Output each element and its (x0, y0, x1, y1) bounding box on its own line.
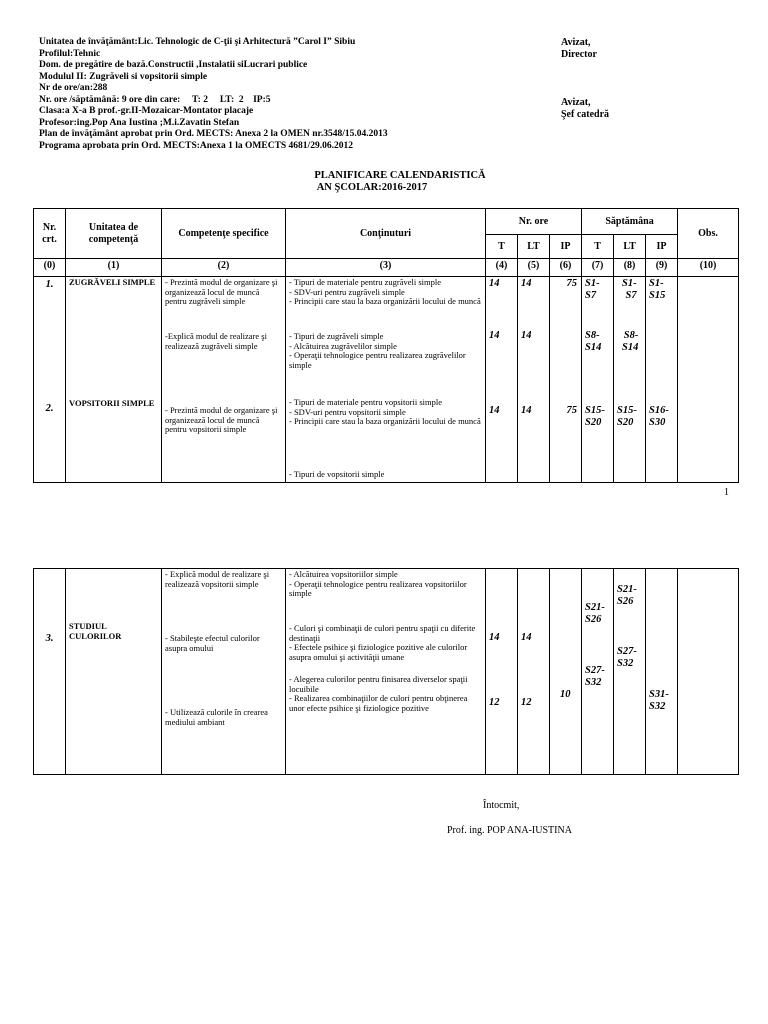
ore-lt-cell (518, 569, 550, 775)
ore-ip-cell (550, 569, 582, 775)
header-line: Modulul II: Zugrăveli si vopsitorii simple (39, 71, 208, 82)
row-nr: 1. (45, 279, 54, 290)
header-ip: IP (550, 235, 582, 259)
ore-value: 12 (521, 697, 532, 708)
saptamana-t-cell (582, 277, 614, 483)
approval-role: Şef catedră (561, 109, 610, 120)
ore-value: 14 (489, 405, 500, 416)
obs-cell (678, 569, 739, 775)
competenta-text: - Prezintă modul de organizare şi organizează locul de muncă pentru vopsitorii simple (165, 405, 278, 434)
col-number: (4) (486, 259, 518, 277)
saptamana-value: S27- S32 (617, 646, 637, 669)
approval-label: Avizat, (561, 97, 591, 108)
ore-value: 14 (489, 632, 500, 643)
col-number: (8) (614, 259, 646, 277)
header-t: T (486, 235, 518, 259)
ore-value: 75 (566, 405, 578, 416)
header-line: Clasa:a X-a B prof.-gr.II-Mozaicar-Montator placaje (39, 106, 254, 116)
competenta-text: - Prezintă modul de organizare şi organizează locul de muncă pentru zugrăveli simple (165, 277, 278, 306)
ore-value: 14 (521, 632, 532, 643)
ore-t-cell (486, 569, 518, 775)
ore-value: 10 (560, 689, 571, 700)
saptamana-t-cell (582, 569, 614, 775)
ore-value: 12 (489, 697, 500, 708)
header-week-lt: LT (614, 235, 646, 259)
planning-table-page1 (33, 208, 739, 483)
document-title: PLANIFICARE CALENDARISTICĂ (314, 170, 486, 181)
ore-ip-cell (550, 277, 582, 483)
ore-t-cell (486, 277, 518, 483)
saptamana-ip-cell (646, 277, 678, 483)
row-nr: 3. (45, 633, 54, 644)
document-header (39, 37, 559, 152)
unit-name: ZUGRĂVELI SIMPLE (69, 277, 156, 287)
competenta-text: - Explică modul de realizare şi realizează vopsitorii simple (165, 569, 270, 589)
saptamana-value: S1- S7 (585, 278, 600, 301)
page-number: 1 (724, 487, 729, 498)
col-number: (7) (582, 259, 614, 277)
col-number: (6) (550, 259, 582, 277)
header-line: Programa aprobata prin Ord. MECTS:Anexa 1 la OMECTS 4681/29.06.2012 (39, 140, 353, 151)
header-lt: LT (518, 235, 550, 259)
continut-text: - Culori şi combinaţii de culori pentru spaţii cu diferite destinaţii - Efectele psihice şi fiziologice pozitive ale culorilor asupra omului şi activităţii umane (289, 623, 476, 662)
continuturi-cell (286, 277, 486, 483)
competenta-text: - Stabileşte efectul culorilor asupra omului (165, 633, 260, 653)
row-nr: 2. (45, 403, 54, 414)
ore-value: 14 (521, 278, 532, 289)
ore-value: 14 (521, 330, 532, 341)
header-line: Plan de învăţământ aprobat prin Ord. MECTS: Anexa 2 la OMEN nr.3548/15.04.2013 (39, 129, 388, 139)
continut-text: - Tipuri de materiale pentru vopsitorii simple - SDV-uri pentru vopsitorii simple - Principii care stau la baza organizării locului de muncă (289, 397, 481, 426)
saptamana-ip-cell (646, 569, 678, 775)
competenta-text: -Explică modul de realizare şi realizează zugrăveli simple (165, 331, 267, 351)
saptamana-value: S27- S32 (585, 665, 605, 688)
approval-director (561, 37, 597, 61)
header-nr-ore: Nr. ore (486, 209, 582, 235)
saptamana-lt-cell (614, 569, 646, 775)
header-line: Dom. de pregătire de bază.Constructii ,Instalatii siLucrari publice (39, 60, 308, 70)
saptamana-value: S8- S14 (622, 330, 639, 353)
saptamana-value: S16- S30 (649, 405, 669, 428)
continut-text: - Tipuri de materiale pentru zugrăveli simple - SDV-uri pentru zugrăveli simple - Principii care stau la baza organizării locului de muncă (289, 277, 481, 306)
col-number: (10) (678, 259, 739, 277)
continut-text: - Tipuri de zugrăveli simple - Alcătuirea zugrăvelilor simple - Operaţii tehnologice pentru realizarea zugrăvelilor simple (289, 331, 466, 370)
header-unitatea: Unitatea de competenţă (66, 209, 162, 259)
ore-value: 75 (566, 278, 578, 289)
col-number: (0) (34, 259, 66, 277)
saptamana-value: S1- S7 (622, 278, 637, 301)
competente-cell (162, 277, 286, 483)
saptamana-value: S21- S26 (585, 602, 605, 625)
ore-lt-cell (518, 277, 550, 483)
header-saptamana: Săptămâna (582, 209, 678, 235)
header-continuturi: Conţinuturi (286, 209, 486, 259)
saptamana-value: S31- S32 (649, 689, 669, 712)
saptamana-value: S15- S20 (585, 405, 605, 428)
approval-role: Director (561, 49, 597, 60)
approval-sef-catedra (561, 97, 609, 121)
ore-value: 14 (489, 330, 500, 341)
planning-table-page2 (33, 568, 739, 775)
unit-cell (66, 569, 162, 775)
header-line: Profesor:ing.Pop Ana Iustina ;M.i.Zavatin Stefan (39, 117, 240, 128)
competenta-text: - Utilizează culorile în crearea mediului ambiant (165, 707, 268, 727)
header-nr-crt: Nr. crt. (34, 209, 66, 259)
col-number: (1) (66, 259, 162, 277)
header-obs: Obs. (678, 209, 739, 259)
ore-value: 14 (489, 278, 500, 289)
continut-text: - Alegerea culorilor pentru finisarea diverselor spaţii locuibile - Realizarea combinaţiilor de culori pentru obţinerea unor efecte psihice şi fiziologice pozitive (289, 674, 468, 713)
obs-cell (678, 277, 739, 483)
header-week-t: T (582, 235, 614, 259)
unit-cell (66, 277, 162, 483)
continut-text: - Alcătuirea vopsitoriilor simple - Operaţii tehnologice pentru realizarea vopsitoriilor simple (289, 569, 467, 598)
saptamana-lt-cell (614, 277, 646, 483)
col-number: (2) (162, 259, 286, 277)
header-week-ip: IP (646, 235, 678, 259)
unit-name: STUDIUL CULORILOR (69, 621, 122, 641)
saptamana-value: S8- S14 (585, 330, 602, 353)
signature-label: Întocmit, (483, 800, 520, 811)
unit-name: VOPSITORII SIMPLE (69, 398, 155, 408)
continut-text: - Tipuri de vopsitorii simple (289, 469, 385, 479)
ore-value: 14 (521, 405, 532, 416)
signature-name: Prof. ing. POP ANA-IUSTINA (447, 825, 572, 836)
row-nr-cell (34, 569, 66, 775)
approval-label: Avizat, (561, 37, 591, 48)
saptamana-value: S1- S15 (649, 278, 666, 301)
continuturi-cell (286, 569, 486, 775)
header-line: Unitatea de învăţământ:Lic. Tehnologic de C-ţii şi Arhitectură ”Carol I” Sibiu (39, 37, 356, 47)
col-number: (3) (286, 259, 486, 277)
saptamana-value: S15- S20 (617, 405, 637, 428)
header-competente: Competenţe specifice (162, 209, 286, 259)
col-number: (9) (646, 259, 678, 277)
header-line: Nr de ore/an:288 (39, 83, 108, 93)
header-line: Profilul:Tehnic (39, 48, 101, 59)
saptamana-value: S21- S26 (617, 584, 637, 607)
row-nr-cell (34, 277, 66, 483)
competente-cell (162, 569, 286, 775)
header-line: Nr. ore /săptămână: 9 ore din care: T: 2 LT: 2 IP:5 (39, 94, 271, 105)
school-year: AN ŞCOLAR:2016-2017 (316, 182, 428, 193)
col-number: (5) (518, 259, 550, 277)
